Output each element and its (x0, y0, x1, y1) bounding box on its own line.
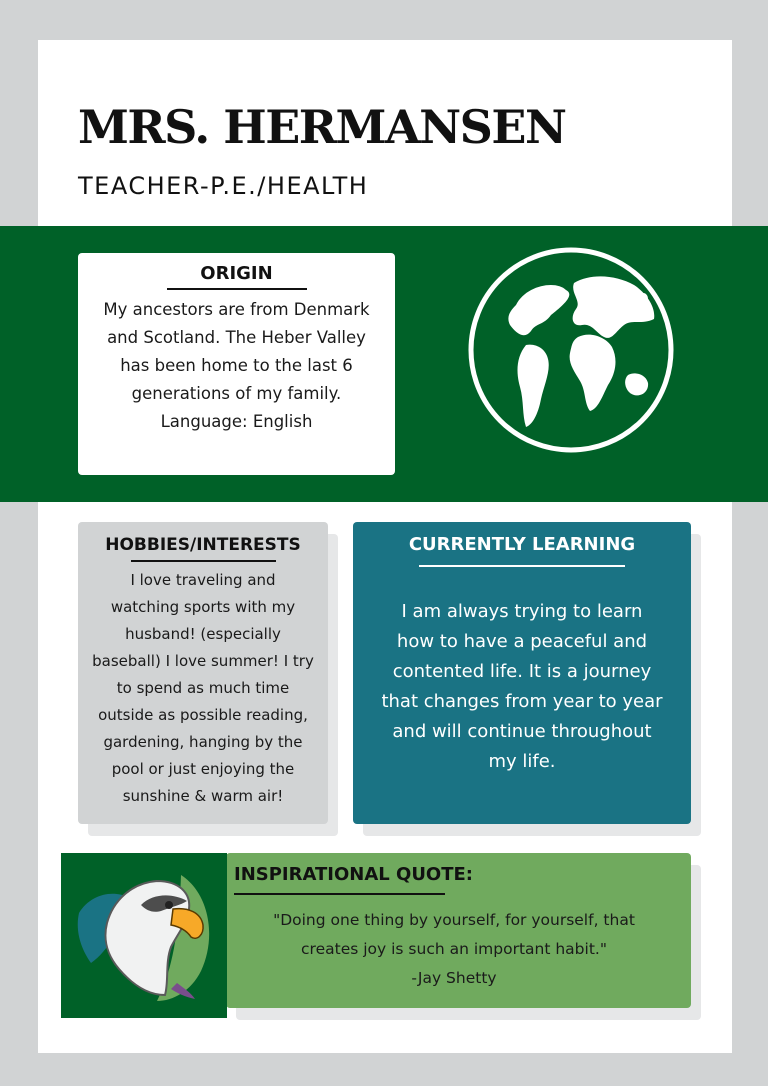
text-line: gardening, hanging by the (103, 733, 303, 751)
learning-title: CURRENTLY LEARNING (408, 534, 636, 555)
hobbies-underline (131, 560, 276, 562)
origin-card (78, 253, 395, 475)
text-line: sunshine & warm air! (122, 787, 284, 805)
text-line: husband! (especially (125, 625, 281, 643)
text-line: pool or just enjoying the (111, 760, 295, 778)
text-line: my life. (488, 751, 556, 772)
text-line: how to have a peaceful and (396, 631, 648, 652)
quote-title: INSPIRATIONAL QUOTE: (234, 864, 474, 885)
quote-author: -Jay Shetty (411, 969, 497, 987)
text-line: that changes from year to year (381, 691, 663, 712)
text-line: to spend as much time (116, 679, 290, 697)
page-title: MRS. HERMANSEN (78, 100, 566, 154)
text-line: baseball) I love summer! I try (92, 652, 314, 670)
text-line: I love traveling and (130, 571, 276, 589)
quote-text (236, 906, 672, 993)
text-line: I am always trying to learn (401, 601, 643, 622)
globe-icon (466, 245, 676, 455)
text-line: watching sports with my (110, 598, 296, 616)
text-line: creates joy is such an important habit." (301, 940, 607, 958)
subtitle-role: TEACHER-P.E./HEALTH (78, 172, 369, 200)
origin-underline (167, 288, 307, 290)
text-line: contented life. It is a journey (392, 661, 652, 682)
quote-underline (234, 893, 445, 895)
text-line: has been home to the last 6 (120, 356, 353, 375)
text-line: and Scotland. The Heber Valley (107, 328, 366, 347)
text-line: generations of my family. (131, 384, 342, 403)
learning-underline (419, 565, 625, 567)
hobbies-card (78, 522, 328, 824)
learning-card (353, 522, 691, 824)
hobbies-title: HOBBIES/INTERESTS (105, 535, 301, 555)
text-line: outside as possible reading, (98, 706, 308, 724)
learning-text (353, 597, 691, 777)
eagle-mascot-icon (61, 853, 227, 1018)
mascot-box (61, 853, 227, 1018)
text-line: My ancestors are from Denmark (103, 300, 370, 319)
hobbies-text (78, 567, 328, 810)
text-line: and will continue throughout (392, 721, 652, 742)
origin-text (78, 296, 395, 436)
text-line: Language: English (160, 412, 313, 431)
text-line: "Doing one thing by yourself, for yourself, that (273, 911, 635, 929)
origin-title: ORIGIN (200, 263, 273, 284)
